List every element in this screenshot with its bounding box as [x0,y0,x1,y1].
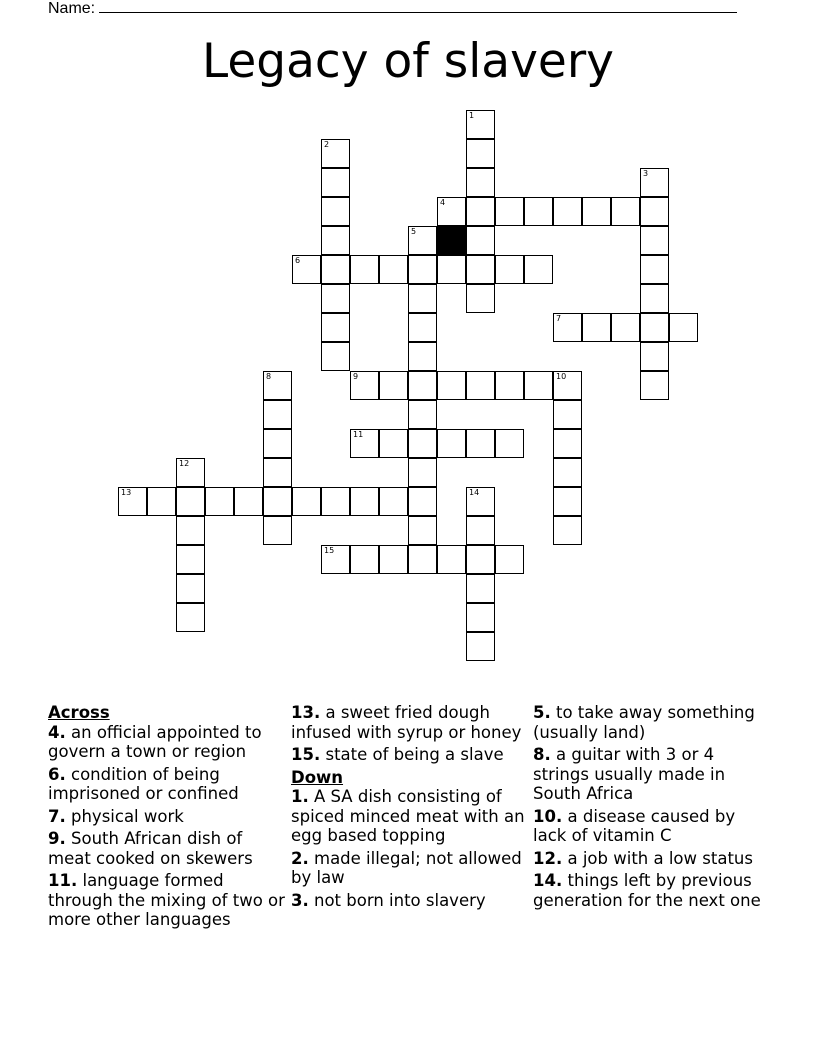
square-number: 12 [179,459,190,468]
grid-square[interactable] [321,226,350,255]
grid-square[interactable] [640,255,669,284]
grid-square[interactable] [321,168,350,197]
grid-square[interactable] [495,197,524,226]
grid-square[interactable] [582,197,611,226]
grid-square[interactable] [408,255,437,284]
clue-number: 13. [291,703,321,722]
square-number: 1 [469,111,475,120]
grid-square[interactable] [408,342,437,371]
grid-square[interactable] [118,487,147,516]
clue-down-3 [291,891,531,911]
down-heading: Down [291,767,344,787]
square-number: 11 [353,430,364,439]
square-number: 8 [266,372,272,381]
grid-square[interactable] [263,458,292,487]
clue-across-9 [48,829,288,868]
grid-square[interactable] [350,487,379,516]
square-number: 14 [469,488,480,497]
clue-text: made illegal; not allowed by law [291,848,522,887]
grid-square[interactable] [553,313,582,342]
grid-square[interactable] [466,168,495,197]
grid-square[interactable] [176,516,205,545]
grid-square[interactable] [495,371,524,400]
grid-square[interactable] [350,255,379,284]
grid-square[interactable] [466,139,495,168]
clue-number: 15. [291,745,321,764]
grid-square[interactable] [321,139,350,168]
grid-square[interactable] [408,313,437,342]
clue-text: A SA dish consisting of spiced minced meat with an egg based topping [291,787,525,845]
grid-square[interactable] [350,371,379,400]
clue-text: an official appointed to govern a town or region [48,722,262,761]
clue-text: a disease caused by lack of vitamin C [533,806,736,845]
grid-square[interactable] [263,516,292,545]
clue-down-8 [533,745,773,804]
grid-square[interactable] [553,458,582,487]
clue-text: physical work [71,806,184,826]
grid-square[interactable] [234,487,263,516]
clue-number: 14. [533,871,563,890]
grid-square[interactable] [466,429,495,458]
grid-square[interactable] [611,197,640,226]
clue-text: language formed through the mixing of two or more other languages [48,871,285,929]
clue-column-3 [533,703,773,913]
clue-across-15 [291,745,531,765]
grid-square[interactable] [176,574,205,603]
grid-square[interactable] [263,429,292,458]
grid-square[interactable] [321,313,350,342]
grid-square[interactable] [437,545,466,574]
square-number: 5 [411,227,417,236]
grid-square[interactable] [640,197,669,226]
clue-text: a sweet fried dough infused with syrup or honey [291,703,522,742]
grid-square[interactable] [176,545,205,574]
grid-square[interactable] [524,255,553,284]
clue-number: 6. [48,764,66,784]
clue-down-2 [291,849,531,888]
grid-square[interactable] [466,487,495,516]
grid-square[interactable] [553,429,582,458]
grid-square[interactable] [379,545,408,574]
grid-square[interactable] [495,255,524,284]
grid-square[interactable] [553,371,582,400]
clue-down-1 [291,787,531,846]
grid-square[interactable] [466,603,495,632]
grid-square[interactable] [408,400,437,429]
grid-square[interactable] [263,371,292,400]
grid-square[interactable] [669,313,698,342]
grid-square[interactable] [408,429,437,458]
clue-number: 7. [48,806,66,826]
grid-square[interactable] [321,255,350,284]
clue-number: 11. [48,871,78,890]
grid-square[interactable] [379,371,408,400]
grid-square[interactable] [263,487,292,516]
square-number: 6 [295,256,301,265]
grid-square[interactable] [611,313,640,342]
grid-square[interactable] [466,197,495,226]
grid-square[interactable] [437,429,466,458]
grid-square[interactable] [292,487,321,516]
grid-square[interactable] [379,429,408,458]
grid-square[interactable] [321,342,350,371]
grid-square[interactable] [350,545,379,574]
clue-number: 12. [533,848,563,868]
clue-number: 8. [533,745,551,764]
clue-across-11 [48,871,288,930]
square-number: 10 [556,372,567,381]
grid-square[interactable] [466,574,495,603]
square-number: 13 [121,488,132,497]
clue-text: to take away something (usually land) [533,703,755,742]
grid-square[interactable] [466,545,495,574]
grid-square[interactable] [408,371,437,400]
grid-square[interactable] [640,342,669,371]
square-number: 2 [324,140,330,149]
clue-down-12 [533,849,773,869]
clue-down-5 [533,703,773,742]
square-number: 15 [324,546,335,555]
grid-square[interactable] [495,429,524,458]
puzzle-title: Legacy of slavery [202,34,614,89]
grid-square[interactable] [553,197,582,226]
clue-text: state of being a slave [325,745,504,764]
clue-across-4 [48,723,288,762]
grid-square[interactable] [466,284,495,313]
grid-square[interactable] [321,284,350,313]
square-number: 3 [643,169,649,178]
across-heading: Across [48,703,110,722]
square-number: 4 [440,198,446,207]
clue-number: 4. [48,722,66,742]
grid-square[interactable] [640,168,669,197]
grid-square[interactable] [263,400,292,429]
grid-square[interactable] [176,487,205,516]
clue-text: things left by previous generation for the next one [533,871,761,910]
grid-square[interactable] [408,487,437,516]
grid-square[interactable] [437,255,466,284]
grid-square[interactable] [524,197,553,226]
clue-across-13 [291,703,531,742]
grid-square[interactable] [147,487,176,516]
grid-square[interactable] [640,284,669,313]
clue-number: 5. [533,703,551,722]
grid-square[interactable] [321,487,350,516]
clue-across-6 [48,765,288,804]
grid-square[interactable] [379,255,408,284]
clue-number: 3. [291,890,309,910]
clue-column-1 [48,703,288,933]
grid-square[interactable] [379,487,408,516]
grid-square[interactable] [408,516,437,545]
clue-across-7 [48,807,288,827]
grid-square[interactable] [176,458,205,487]
grid-square[interactable] [553,400,582,429]
grid-square[interactable] [553,487,582,516]
grid-square[interactable] [437,197,466,226]
clue-number: 10. [533,806,563,826]
clue-text: a guitar with 3 or 4 strings usually made in South Africa [533,745,726,803]
grid-square[interactable] [553,516,582,545]
grid-square[interactable] [582,313,611,342]
grid-square[interactable] [466,255,495,284]
clue-text: not born into slavery [314,890,486,910]
grid-square[interactable] [408,226,437,255]
grid-square[interactable] [408,545,437,574]
clue-number: 2. [291,848,309,868]
clue-down-14 [533,871,773,910]
clue-number: 9. [48,829,66,848]
clue-text: a job with a low status [567,848,753,868]
clue-down-10 [533,807,773,846]
grid-square[interactable] [640,371,669,400]
grid-square[interactable] [466,371,495,400]
shaded-square [437,226,466,255]
grid-square[interactable] [495,545,524,574]
name-label: Name: [48,0,96,17]
grid-square[interactable] [640,226,669,255]
grid-square[interactable] [466,516,495,545]
grid-square[interactable] [408,458,437,487]
grid-square[interactable] [640,313,669,342]
grid-square[interactable] [466,632,495,661]
grid-square[interactable] [350,429,379,458]
square-number: 7 [556,314,562,323]
grid-square[interactable] [524,371,553,400]
clue-column-2 [291,703,531,913]
square-number: 9 [353,372,359,381]
clue-text: South African dish of meat cooked on skewers [48,829,253,868]
clue-text: condition of being imprisoned or confined [48,764,239,803]
grid-square[interactable] [408,284,437,313]
grid-square[interactable] [466,226,495,255]
grid-square[interactable] [321,197,350,226]
clue-number: 1. [291,787,309,806]
grid-square[interactable] [292,255,321,284]
grid-square[interactable] [321,545,350,574]
grid-square[interactable] [466,110,495,139]
grid-square[interactable] [437,371,466,400]
grid-square[interactable] [205,487,234,516]
grid-square[interactable] [176,603,205,632]
